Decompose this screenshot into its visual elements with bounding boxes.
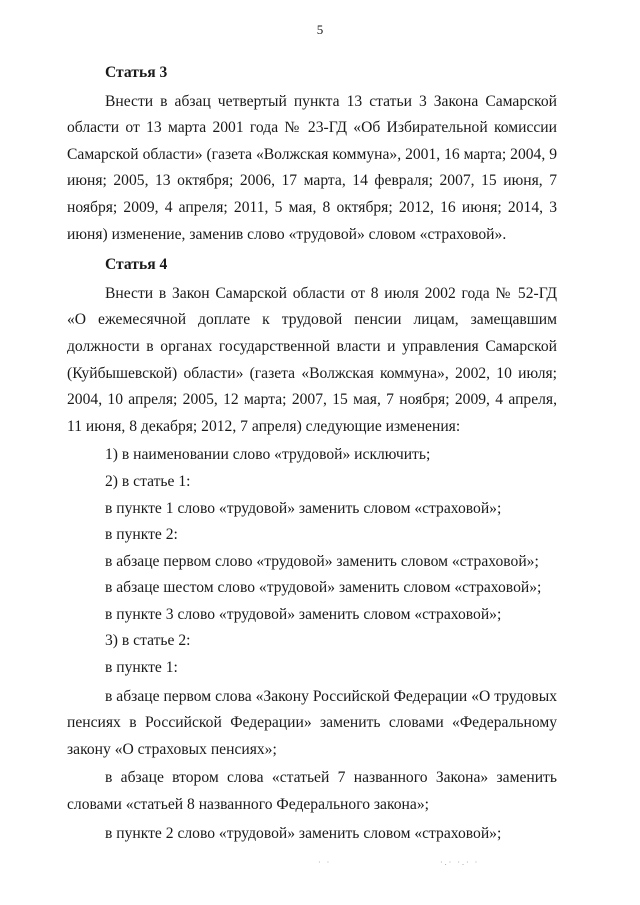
list-item: 1) в наименовании слово «трудовой» исключить; (105, 446, 431, 464)
list-item: 2) в статье 1: (105, 472, 191, 490)
list-item: в абзаце шестом слово «трудовой» заменить словом «страховой»; (105, 579, 542, 597)
list-item: в пункте 1 слово «трудовой» заменить словом «страховой»; (105, 499, 502, 517)
article-4-intro: Внести в Закон Самарской области от 8 июля 2002 года № 52-ГД «О ежемесячной доплате к трудовой пенсии лицам, замещавшим должности в органах государственной власти и управления Самарской (Куйбышевской) области» (газета «Волжская коммуна», 2002, 10 июля; 2004, 10 апреля; 2005, 12 марта; 2007, 15 мая, 7 ноября; 2009, 4 апреля, 11 июня, 8 декабря; 2012, 7 апреля) следующие изменения: (67, 284, 557, 435)
article-4-heading: Статья 4 (105, 256, 168, 274)
scan-speck: ·.· ·.· · (440, 858, 480, 867)
article-3-heading: Статья 3 (105, 64, 168, 81)
list-item: в пункте 3 слово «трудовой» заменить словом «страховой»; (105, 605, 502, 623)
scan-speck: · · (318, 858, 332, 867)
article-7-paragraph: в абзаце втором слова «статьей 7 названного Закона» заменить словами «статьей 8 названного Федерального закона»; (67, 769, 557, 814)
last-list-item: в пункте 2 слово «трудовой» заменить словом «страховой»; (105, 824, 502, 842)
article-3-text: Внести в абзац четвертый пункта 13 статьи 3 Закона Самарской области от 13 марта 2001 года № 23-ГД «Об Избирательной комиссии Самарской области» (газета «Волжская коммуна», 2001, 16 марта; 2004, 9 июня; 2005, 13 октября; 2006, 17 марта, 14 февраля; 2007, 15 июня, 7 ноября; 2009, 4 апреля; 2011, 5 мая, 8 октября; 2012, 16 июня; 2014, 3 июня) изменение, заменив слово «трудовой» словом «страховой». (67, 92, 557, 243)
page-number: 5 (316, 22, 324, 37)
list-item: 3) в статье 2: (105, 632, 191, 650)
list-item: в пункте 2: (105, 526, 178, 544)
federal-law-paragraph: в абзаце первом слова «Закону Российской Федерации «О трудовых пенсиях в Российской Федерации» заменить словами «Федеральному закону «О страховых пенсиях»; (67, 687, 557, 758)
document-body (67, 60, 557, 847)
list-item: в абзаце первом слово «трудовой» заменить словом «страховой»; (105, 552, 539, 570)
list-item: в пункте 1: (105, 659, 178, 677)
